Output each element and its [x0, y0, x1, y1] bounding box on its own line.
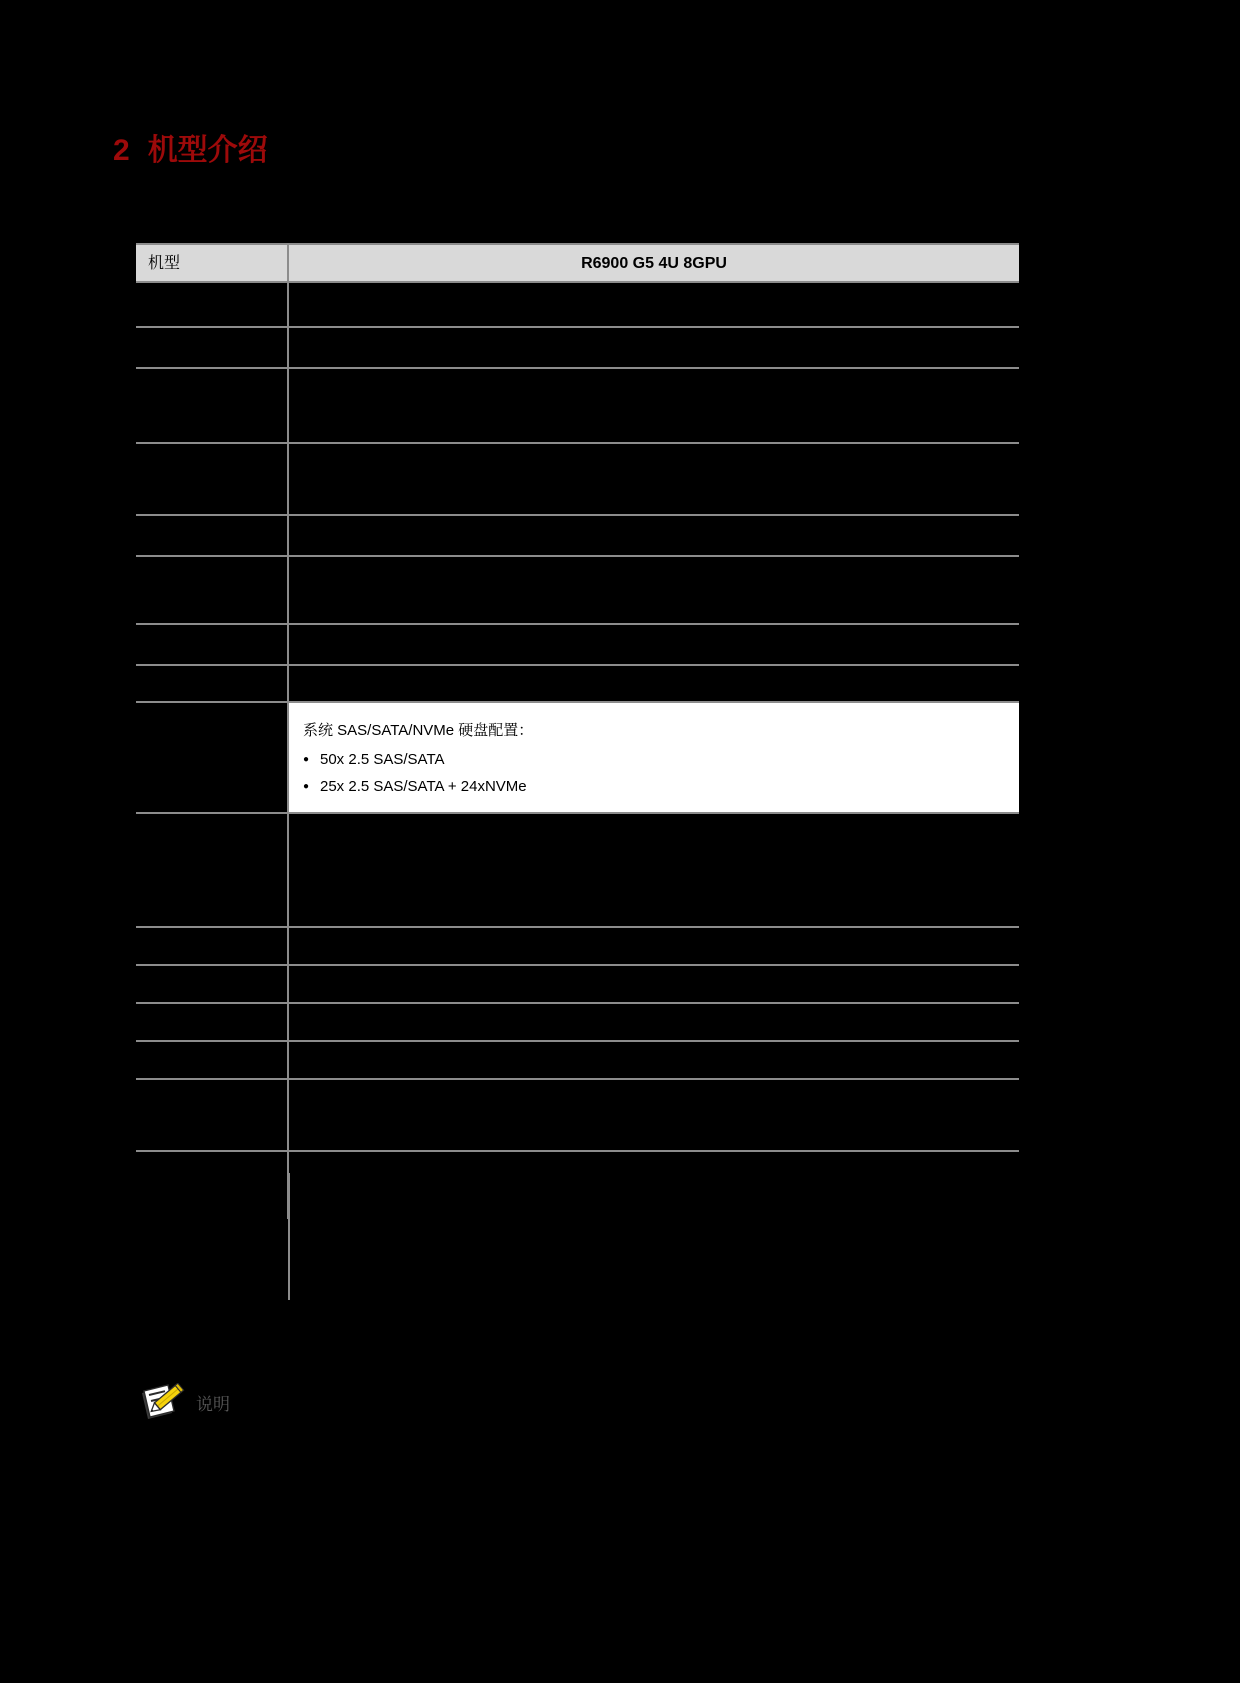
table-row	[136, 665, 1019, 702]
table-row	[136, 1041, 1019, 1079]
table-row-storage-configuration	[136, 702, 1019, 813]
row-value-cell	[288, 1079, 1019, 1151]
table-row	[136, 515, 1019, 556]
table-row	[136, 965, 1019, 1003]
note-pencil-icon	[136, 1383, 188, 1427]
row-value-cell	[288, 556, 1019, 624]
header-value-cell	[288, 244, 1019, 282]
row-label-cell	[136, 368, 288, 443]
row-label-cell	[136, 443, 288, 515]
row-value-cell	[288, 813, 1019, 927]
table-row	[136, 368, 1019, 443]
row-label-cell	[136, 1041, 288, 1079]
row-value-cell	[288, 443, 1019, 515]
row-label-cell	[136, 1079, 288, 1151]
row-value-cell	[288, 282, 1019, 327]
row-value-cell	[288, 624, 1019, 665]
row-value-cell	[288, 1151, 1019, 1219]
spec-table	[136, 243, 1019, 1219]
row-value-cell	[288, 927, 1019, 965]
table-row	[136, 624, 1019, 665]
header-value-text: R6900 G5 4U 8GPU	[581, 255, 727, 272]
row-value-cell	[288, 327, 1019, 368]
table-row	[136, 1003, 1019, 1041]
row-value-cell	[288, 368, 1019, 443]
row-value-cell	[288, 965, 1019, 1003]
list-item: ● 50x 2.5 SAS/SATA	[303, 746, 1019, 773]
row-label-cell	[136, 1003, 288, 1041]
table-row	[136, 813, 1019, 927]
row-label-cell	[136, 665, 288, 702]
row-label-cell	[136, 1151, 288, 1219]
table-column-divider-tail	[288, 1173, 290, 1300]
storage-row-value-cell	[288, 702, 1019, 813]
row-label-cell	[136, 813, 288, 927]
page-title-text: 机型介绍	[147, 134, 268, 167]
table-row	[136, 327, 1019, 368]
page-title	[113, 131, 268, 171]
header-label-cell	[136, 244, 288, 282]
table-row	[136, 1079, 1019, 1151]
row-value-cell	[288, 665, 1019, 702]
row-label-cell	[136, 965, 288, 1003]
storage-row-label-cell	[136, 702, 288, 813]
row-label-cell	[136, 624, 288, 665]
list-item: ● 25x 2.5 SAS/SATA + 24xNVMe	[303, 773, 1019, 800]
spec-table-body	[136, 244, 1019, 1219]
table-header-row	[136, 244, 1019, 282]
table-row	[136, 556, 1019, 624]
note-label: 说明	[196, 1395, 230, 1414]
row-label-cell	[136, 282, 288, 327]
note-callout	[136, 1383, 230, 1427]
table-row	[136, 443, 1019, 515]
row-label-cell	[136, 327, 288, 368]
storage-config-list	[303, 746, 1019, 800]
row-label-cell	[136, 556, 288, 624]
storage-config-content	[289, 703, 1019, 812]
header-label-text: 机型	[148, 255, 181, 272]
row-label-cell	[136, 927, 288, 965]
row-value-cell	[288, 1041, 1019, 1079]
page-title-number: 2	[113, 134, 130, 167]
table-row	[136, 282, 1019, 327]
table-row	[136, 1151, 1019, 1219]
row-label-cell	[136, 515, 288, 556]
table-row	[136, 927, 1019, 965]
row-value-cell	[288, 1003, 1019, 1041]
storage-config-title: 系统 SAS/SATA/NVMe 硬盘配置：	[303, 722, 534, 739]
row-value-cell	[288, 515, 1019, 556]
